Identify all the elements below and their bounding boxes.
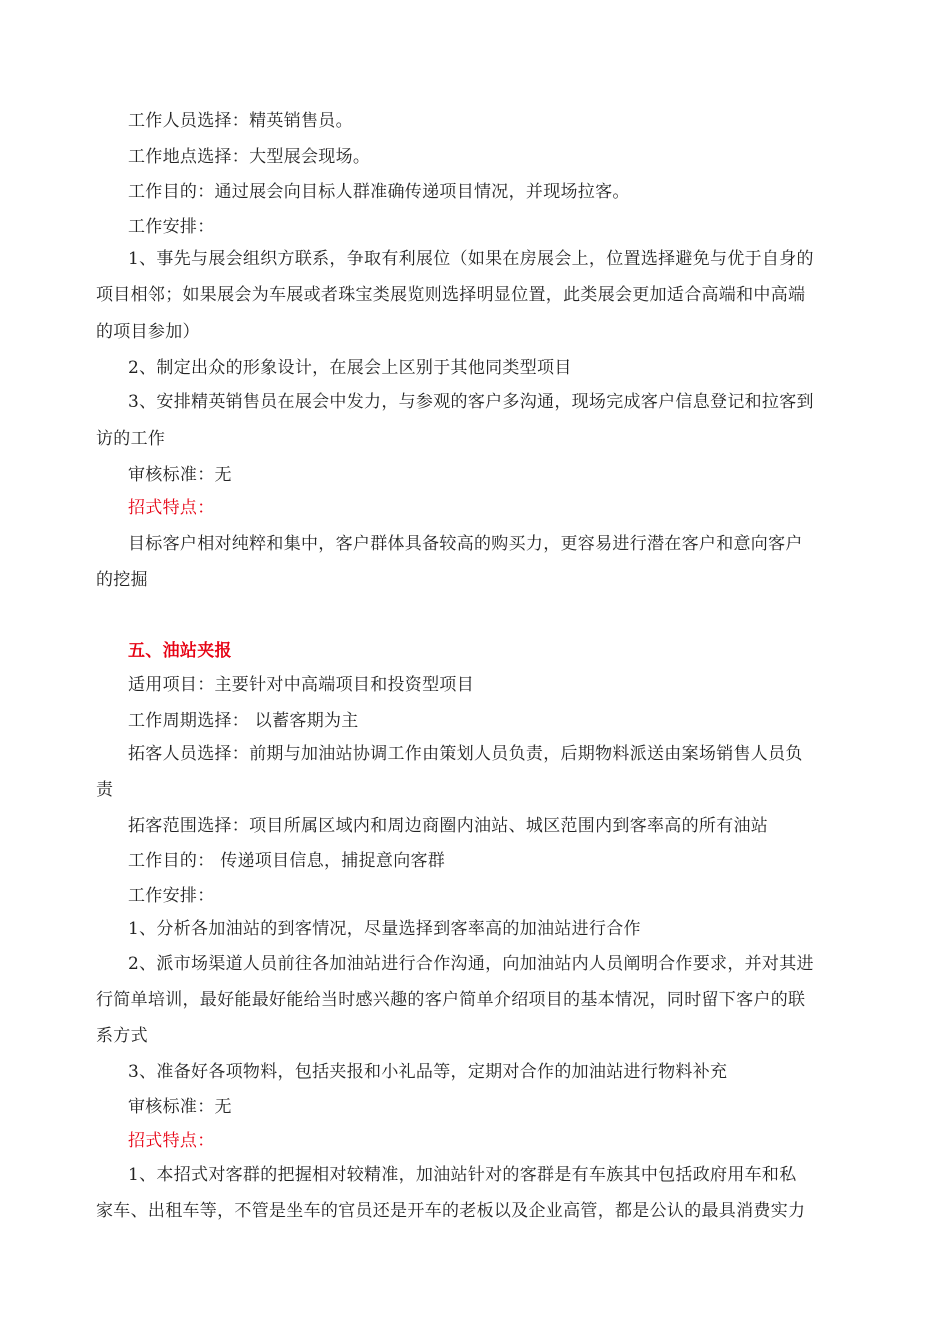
paragraph-line: 工作目的：通过展会向目标人群准确传递项目情况，并现场拉客。 <box>128 182 630 202</box>
review-standard: 审核标准：无 <box>128 465 232 485</box>
paragraph-line: 工作地点选择：大型展会现场。 <box>128 147 371 167</box>
paragraph-line: 责 <box>96 780 114 800</box>
paragraph-line: 行简单培训，最好能最好能给当时感兴趣的客户简单介绍项目的基本情况，同时留下客户的联 <box>96 990 806 1010</box>
paragraph-line: 1、分析各加油站的到客情况，尽量选择到客率高的加油站进行合作 <box>128 919 641 939</box>
paragraph-line: 访的工作 <box>96 429 166 449</box>
paragraph-line: 项目相邻；如果展会为车展或者珠宝类展览则选择明显位置，此类展会更加适合高端和中高端 <box>96 285 806 305</box>
paragraph-line: 1、本招式对客群的把握相对较精准，加油站针对的客群是有车族其中包括政府用车和私 <box>128 1165 797 1185</box>
paragraph-line: 工作周期选择： 以蓄客期为主 <box>128 711 359 731</box>
feature-heading: 招式特点： <box>128 1131 215 1151</box>
feature-heading: 招式特点： <box>128 498 215 518</box>
paragraph-line: 家车、出租车等，不管是坐车的官员还是开车的老板以及企业高管，都是公认的最具消费实力 <box>96 1201 806 1221</box>
paragraph-line: 的项目参加） <box>96 322 200 342</box>
review-standard: 审核标准：无 <box>128 1097 232 1117</box>
paragraph-line: 拓客人员选择：前期与加油站协调工作由策划人员负责，后期物料派送由案场销售人员负 <box>128 744 803 764</box>
paragraph-line: 系方式 <box>96 1026 148 1046</box>
paragraph-line: 的挖掘 <box>96 570 148 590</box>
paragraph-line: 目标客户相对纯粹和集中，客户群体具备较高的购买力，更容易进行潜在客户和意向客户 <box>128 534 803 554</box>
paragraph-line: 3、安排精英销售员在展会中发力，与参观的客户多沟通，现场完成客户信息登记和拉客到 <box>128 392 814 412</box>
paragraph-line: 3、准备好各项物料，包括夹报和小礼品等，定期对合作的加油站进行物料补充 <box>128 1062 728 1082</box>
paragraph-line: 2、制定出众的形象设计，在展会上区别于其他同类型项目 <box>128 358 572 378</box>
paragraph-line: 2、派市场渠道人员前往各加油站进行合作沟通，向加油站内人员阐明合作要求，并对其进 <box>128 954 814 974</box>
paragraph-line: 适用项目：主要针对中高端项目和投资型项目 <box>128 675 474 695</box>
paragraph-line: 1、事先与展会组织方联系，争取有利展位（如果在房展会上，位置选择避免与优于自身的 <box>128 249 814 269</box>
paragraph-line: 工作目的： 传递项目信息，捕捉意向客群 <box>128 851 446 871</box>
paragraph-line: 工作安排： <box>128 217 215 237</box>
section-title: 五、油站夹报 <box>128 641 232 661</box>
paragraph-line: 拓客范围选择：项目所属区域内和周边商圈内油站、城区范围内到客率高的所有油站 <box>128 816 769 836</box>
paragraph-line: 工作安排： <box>128 886 215 906</box>
paragraph-line: 工作人员选择：精英销售员。 <box>128 111 353 131</box>
